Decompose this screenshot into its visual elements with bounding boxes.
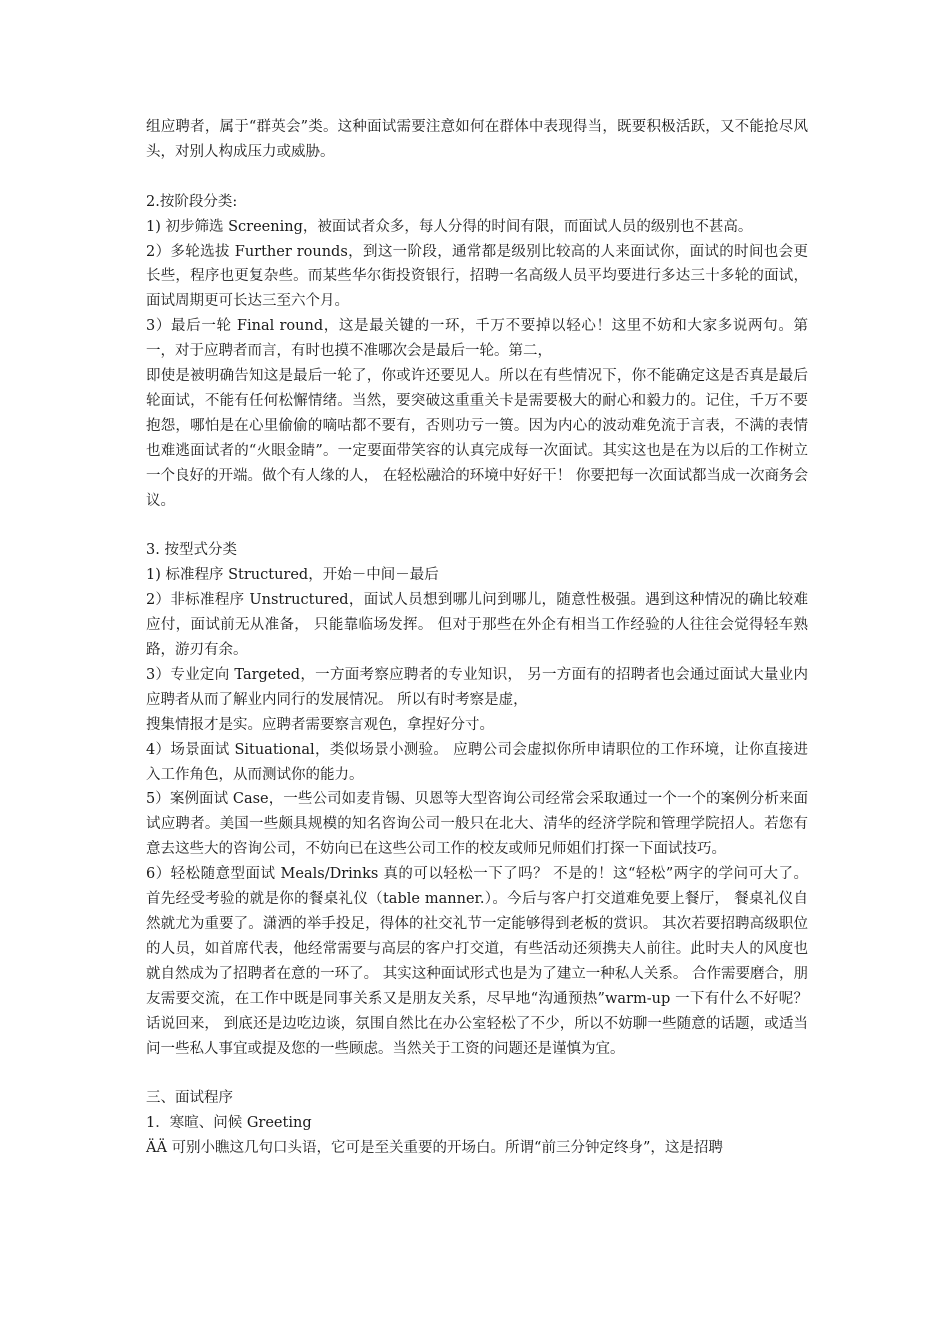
document-body	[146, 115, 808, 1161]
paragraph: 2）多轮选拔 Further rounds，到这一阶段，通常都是级别比较高的人来面试你，面试的时间也会更长些，程序也更复杂些。而某些华尔街投资银行，招聘一名高级人员平均要进行多达三十多轮的面试，面试周期更可长达三至六个月。	[146, 243, 808, 310]
paragraph: 4）场景面试 Situational，类似场景小测验。 应聘公司会虚拟你所申请职位的工作环境，让你直接进入工作角色，从而测试你的能力。	[146, 741, 808, 783]
blank-line	[146, 1061, 808, 1086]
paragraph: ÄÄ 可别小瞧这几句口头语，它可是至关重要的开场白。所谓“前三分钟定终身”，这是招聘	[146, 1140, 723, 1157]
blank-line	[146, 513, 808, 538]
paragraph: 1) 标准程序 Structured，开始－中间－最后	[146, 567, 439, 584]
paragraph: 搜集情报才是实。应聘者需要察言观色，拿捏好分寸。	[146, 716, 494, 733]
paragraph: 3）最后一轮 Final round，这是最关键的一环，千万不要掉以轻心！这里不妨和大家多说两句。第一，对于应聘者而言，有时也摸不准哪次会是最后一轮。第二，	[146, 318, 808, 360]
paragraph: 1) 初步筛选 Screening，被面试者众多，每人分得的时间有限，而面试人员的级别也不甚高。	[146, 218, 753, 235]
blank-line	[146, 165, 808, 190]
paragraph: 2）非标准程序 Unstructured，面试人员想到哪儿问到哪儿，随意性极强。遇到这种情况的确比较难应付，面试前无从准备， 只能靠临场发挥。 但对于那些在外企有相当工作经验的人往往会觉得轻车熟路，游刃有余。	[146, 592, 808, 658]
paragraph: 1．寒暄、问候 Greeting	[146, 1115, 312, 1132]
section-heading: 3. 按型式分类	[146, 542, 237, 559]
paragraph: 即使是被明确告知这是最后一轮了，你或许还要见人。所以在有些情况下，你不能确定这是否真是最后轮面试，不能有任何松懈情绪。当然，要突破这重重关卡是需要极大的耐心和毅力的。记住，千万不要抱怨，哪怕是在心里偷偷的嘀咕都不要有，否则功亏一篑。因为内心的波动难免流于言表，不满的表情也难逃面试者的“火眼金睛”。一定要面带笑容的认真完成每一次面试。其实这也是在为以后的工作树立一个良好的开端。做个有人缘的人， 在轻松融洽的环境中好好干！ 你要把每一次面试都当成一次商务会议。	[146, 368, 808, 509]
paragraph: 6）轻松随意型面试 Meals/Drinks 真的可以轻松一下了吗？ 不是的！这“轻松”两字的学问可大了。 首先经受考验的就是你的餐桌礼仪（table manner.）。今后与客户打交道难免要上餐厅， 餐桌礼仪自然就尤为重要了。潇洒的举手投足，得体的社交礼节一定能够得到老板的赏识。 其次若要招聘高级职位的人员，如首席代表，他经常需要与高层的客户打交道，有些活动还须携夫人前往。此时夫人的风度也就自然成为了招聘者在意的一环了。 其实这种面试形式也是为了建立一种私人关系。 合作需要磨合，朋友需要交流，在工作中既是同事关系又是朋友关系，尽早地“沟通预热”warm-up 一下有什么不好呢？ 话说回来， 到底还是边吃边谈，氛围自然比在办公室轻松了不少，所以不妨聊一些随意的话题，或适当问一些私人事宜或提及您的一些顾虑。当然关于工资的问题还是谨慎为宜。	[146, 866, 808, 1057]
paragraph: 5）案例面试 Case，一些公司如麦肯锡、贝恩等大型咨询公司经常会采取通过一个一个的案例分析来面试应聘者。美国一些颇具规模的知名咨询公司一般只在北大、清华的经济学院和管理学院招人。若您有意去这些大的咨询公司，不妨向已在这些公司工作的校友或师兄师姐们打探一下面试技巧。	[146, 791, 808, 858]
section-heading: 三、面试程序	[146, 1090, 233, 1107]
paragraph: 3）专业定向 Targeted，一方面考察应聘者的专业知识， 另一方面有的招聘者也会通过面试大量业内应聘者从而了解业内同行的发展情况。 所以有时考察是虚，	[146, 666, 808, 708]
paragraph: 组应聘者，属于“群英会”类。这种面试需要注意如何在群体中表现得当，既要积极活跃，又不能抢尽风头，对别人构成压力或威胁。	[146, 119, 808, 160]
section-heading: 2.按阶段分类:	[146, 193, 238, 210]
